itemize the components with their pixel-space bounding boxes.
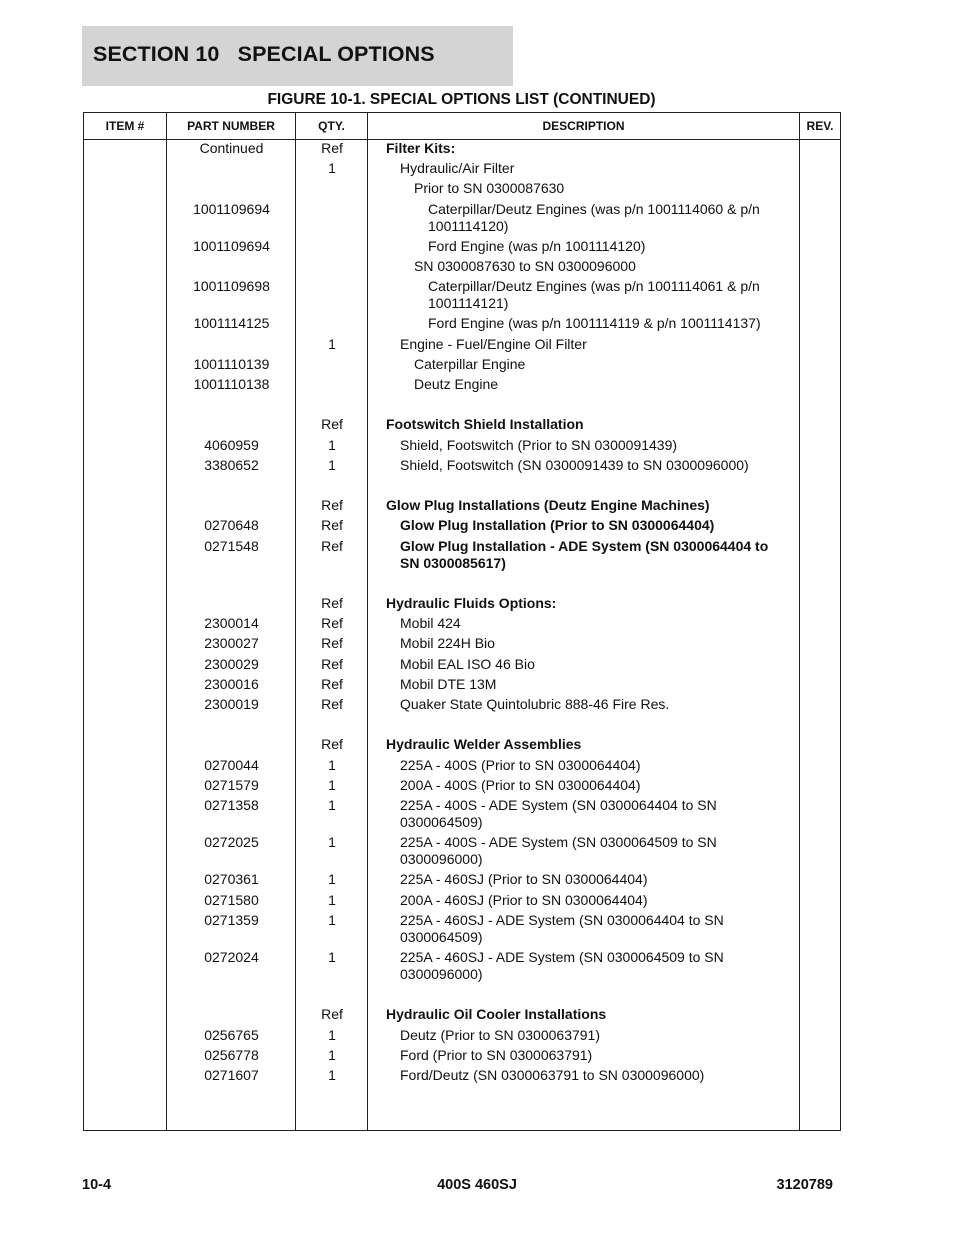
description: Caterpillar/Deutz Engines (was p/n 1001114060 & p/n 1001114120) bbox=[428, 200, 760, 234]
description: 200A - 400S (Prior to SN 0300064404) bbox=[400, 776, 641, 793]
part-number: 1001114125 bbox=[193, 315, 270, 332]
description: Ford (Prior to SN 0300063791) bbox=[400, 1046, 593, 1063]
part-number: 0271548 bbox=[204, 537, 259, 554]
quantity: 1 bbox=[328, 911, 336, 928]
quantity: 1 bbox=[328, 1067, 336, 1083]
part-number: 2300016 bbox=[204, 675, 259, 692]
description: Mobil 424 bbox=[400, 615, 461, 632]
part-number: 2300027 bbox=[204, 635, 259, 652]
part-number: 1001110138 bbox=[193, 376, 270, 392]
description: Hydraulic/Air Filter bbox=[400, 160, 515, 177]
description: Quaker State Quintolubric 888-46 Fire Res. bbox=[400, 696, 670, 712]
part-number: 1001109694 bbox=[193, 200, 270, 217]
quantity: 1 bbox=[328, 871, 336, 888]
description: Footswitch Shield Installation bbox=[386, 416, 584, 433]
part-number: 0272025 bbox=[204, 834, 259, 851]
description: Mobil 224H Bio bbox=[400, 635, 495, 652]
part-number: 0270648 bbox=[204, 517, 259, 534]
part-number: 0271359 bbox=[204, 911, 259, 928]
quantity: Ref bbox=[321, 615, 343, 632]
part-number: 2300014 bbox=[204, 615, 259, 632]
quantity: Ref bbox=[321, 497, 343, 514]
part-number: Continued bbox=[199, 140, 264, 156]
description: Ford Engine (was p/n 1001114120) bbox=[428, 237, 646, 254]
description: Prior to SN 0300087630 bbox=[414, 180, 565, 197]
section-header bbox=[82, 26, 513, 86]
quantity: Ref bbox=[321, 140, 343, 156]
quantity: 1 bbox=[328, 160, 336, 177]
column-header-description: DESCRIPTION bbox=[542, 119, 625, 133]
quantity: Ref bbox=[321, 696, 343, 712]
quantity: 1 bbox=[328, 797, 336, 813]
description: Shield, Footswitch (SN 0300091439 to SN 0300096000) bbox=[400, 456, 749, 473]
quantity: 1 bbox=[328, 335, 336, 352]
part-number: 0271607 bbox=[204, 1067, 259, 1083]
footer-model: 400S 460SJ bbox=[437, 1177, 517, 1193]
quantity: Ref bbox=[321, 655, 343, 672]
description: 225A - 460SJ - ADE System (SN 0300064404 to SN 0300064509) bbox=[400, 911, 724, 945]
quantity: Ref bbox=[321, 736, 343, 753]
description: 225A - 400S - ADE System (SN 0300064404 to SN 0300064509) bbox=[400, 797, 717, 830]
part-number: 0256765 bbox=[204, 1026, 259, 1043]
quantity: Ref bbox=[321, 635, 343, 652]
description: Deutz (Prior to SN 0300063791) bbox=[400, 1026, 600, 1043]
description: 225A - 400S (Prior to SN 0300064404) bbox=[400, 756, 641, 773]
description: Glow Plug Installation - ADE System (SN 0300064404 to SN 0300085617) bbox=[400, 537, 769, 571]
quantity: 1 bbox=[328, 456, 336, 473]
description: Mobil EAL ISO 46 Bio bbox=[400, 655, 535, 672]
part-number: 0270044 bbox=[204, 756, 259, 773]
description: Hydraulic Oil Cooler Installations bbox=[386, 1006, 607, 1023]
description: 225A - 460SJ (Prior to SN 0300064404) bbox=[400, 871, 648, 888]
part-number: 1001109694 bbox=[193, 237, 270, 254]
description: Caterpillar Engine bbox=[414, 355, 526, 372]
column-header-qty: QTY. bbox=[318, 119, 345, 133]
part-number: 1001109698 bbox=[193, 278, 270, 295]
description: 225A - 400S - ADE System (SN 0300064509 to SN 0300096000) bbox=[400, 834, 717, 868]
quantity: 1 bbox=[328, 776, 336, 793]
part-number: 1001110139 bbox=[193, 355, 270, 372]
part-number: 3380652 bbox=[204, 456, 259, 473]
quantity: Ref bbox=[321, 675, 343, 692]
footer-page-number: 10-4 bbox=[82, 1177, 112, 1193]
description: Engine - Fuel/Engine Oil Filter bbox=[400, 335, 587, 352]
section-title: SECTION 10 SPECIAL OPTIONS bbox=[93, 42, 435, 66]
description: Filter Kits: bbox=[386, 140, 456, 156]
parts-table bbox=[83, 112, 841, 1131]
description: SN 0300087630 to SN 0300096000 bbox=[414, 258, 636, 274]
description: Hydraulic Welder Assemblies bbox=[386, 736, 582, 753]
footer-doc-number: 3120789 bbox=[776, 1177, 833, 1193]
part-number: 0271580 bbox=[204, 891, 259, 908]
quantity: Ref bbox=[321, 517, 343, 534]
part-number: 0256778 bbox=[204, 1046, 259, 1063]
part-number: 4060959 bbox=[204, 436, 259, 453]
quantity: Ref bbox=[321, 1006, 343, 1023]
quantity: 1 bbox=[328, 834, 336, 851]
description: Ford/Deutz (SN 0300063791 to SN 0300096000) bbox=[400, 1067, 705, 1083]
description: Glow Plug Installation (Prior to SN 0300064404) bbox=[400, 517, 715, 534]
description: Shield, Footswitch (Prior to SN 0300091439) bbox=[400, 436, 678, 453]
description: Caterpillar/Deutz Engines (was p/n 1001114061 & p/n 1001114121) bbox=[428, 278, 760, 312]
description: Glow Plug Installations (Deutz Engine Machines) bbox=[386, 497, 710, 514]
figure-title: FIGURE 10-1. SPECIAL OPTIONS LIST (CONTINUED) bbox=[267, 91, 656, 108]
part-number: 0272024 bbox=[204, 949, 259, 965]
quantity: 1 bbox=[328, 1026, 336, 1043]
quantity: 1 bbox=[328, 436, 336, 453]
column-header-part-number: PART NUMBER bbox=[187, 119, 275, 133]
description: 225A - 460SJ - ADE System (SN 0300064509 to SN 0300096000) bbox=[400, 949, 724, 982]
description: Deutz Engine bbox=[414, 376, 499, 392]
column-divider bbox=[799, 113, 800, 1130]
column-header-rev: REV. bbox=[806, 119, 834, 133]
part-number: 0271358 bbox=[204, 797, 259, 813]
quantity: 1 bbox=[328, 891, 336, 908]
quantity: Ref bbox=[321, 595, 343, 611]
column-header-item: ITEM # bbox=[105, 119, 145, 133]
quantity: 1 bbox=[328, 1046, 336, 1063]
description: Ford Engine (was p/n 1001114119 & p/n 1001114137) bbox=[428, 315, 761, 332]
description: 200A - 460SJ (Prior to SN 0300064404) bbox=[400, 891, 648, 908]
quantity: Ref bbox=[321, 537, 343, 554]
part-number: 2300019 bbox=[204, 696, 259, 712]
quantity: 1 bbox=[328, 949, 336, 965]
description: Mobil DTE 13M bbox=[400, 675, 497, 692]
quantity: 1 bbox=[328, 756, 336, 773]
part-number: 2300029 bbox=[204, 655, 259, 672]
quantity: Ref bbox=[321, 416, 343, 433]
part-number: 0270361 bbox=[204, 871, 259, 888]
description: Hydraulic Fluids Options: bbox=[386, 595, 557, 611]
part-number: 0271579 bbox=[204, 776, 259, 793]
